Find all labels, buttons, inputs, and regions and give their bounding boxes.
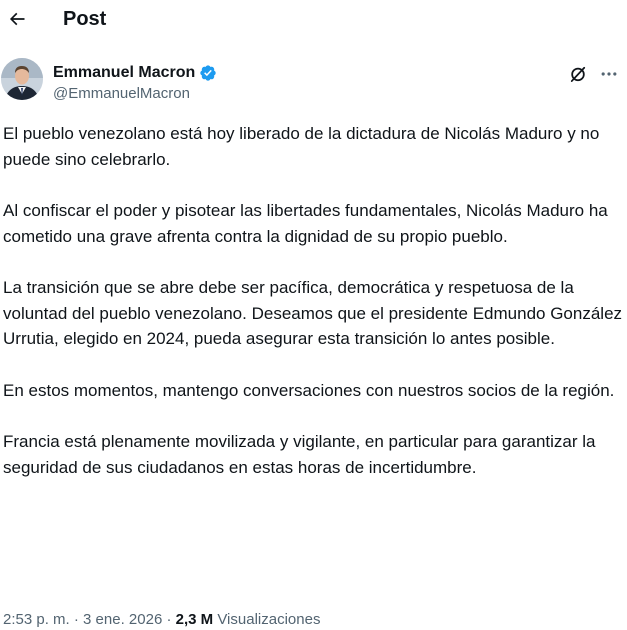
page-title: Post — [63, 8, 107, 30]
back-button[interactable] — [2, 4, 32, 34]
more-options-button[interactable] — [597, 62, 621, 86]
tweet-paragraph: Francia está plenamente movilizada y vigilante, en particular para garantizar la seguridad de sus ciudadanos en estas horas de incertidumbre. — [3, 432, 596, 477]
tweet-paragraph: Al confiscar el poder y pisotear las libertades fundamentales, Nicolás Maduro ha cometido una grave afrenta contra la dignidad de su propio pueblo. — [3, 201, 608, 246]
tweet-paragraph: En estos momentos, mantengo conversaciones con nuestros socios de la región. — [3, 380, 615, 400]
avatar[interactable] — [1, 58, 43, 100]
author-name-line — [53, 63, 217, 83]
tweet-text — [3, 121, 623, 480]
arrow-left-icon — [7, 9, 27, 29]
author-handle[interactable]: @EmmanuelMacron — [53, 85, 190, 102]
author-row — [0, 56, 627, 106]
tweet-meta — [3, 611, 320, 629]
tweet-time: 2:53 p. m. — [3, 611, 70, 628]
tweet-timestamp[interactable] — [3, 611, 162, 628]
views-label: Visualizaciones — [217, 611, 321, 628]
meta-separator: · — [162, 611, 176, 628]
tweet-paragraph: La transición que se abre debe ser pacífica, democrática y respetuosa de la voluntad del pueblo venezolano. Deseamos que el presidente Edmundo González Urrutia, elegido en 2024, pueda asegurar esta transición lo antes posible. — [3, 278, 623, 348]
meta-separator: · — [69, 611, 84, 628]
author-name[interactable]: Emmanuel Macron — [53, 64, 196, 81]
tweet-paragraph: El pueblo venezolano está hoy liberado de la dictadura de Nicolás Maduro y no puede sino celebrarlo. — [3, 124, 600, 169]
post-header — [0, 0, 627, 40]
avatar-portrait-icon — [1, 58, 43, 100]
verified-badge-icon[interactable] — [199, 64, 217, 82]
grok-button[interactable] — [566, 62, 590, 86]
views-count: 2,3 M — [175, 611, 214, 628]
more-horizontal-icon — [599, 64, 619, 84]
tweet-date: 3 ene. 2026 — [83, 611, 163, 628]
grok-icon — [568, 64, 588, 84]
